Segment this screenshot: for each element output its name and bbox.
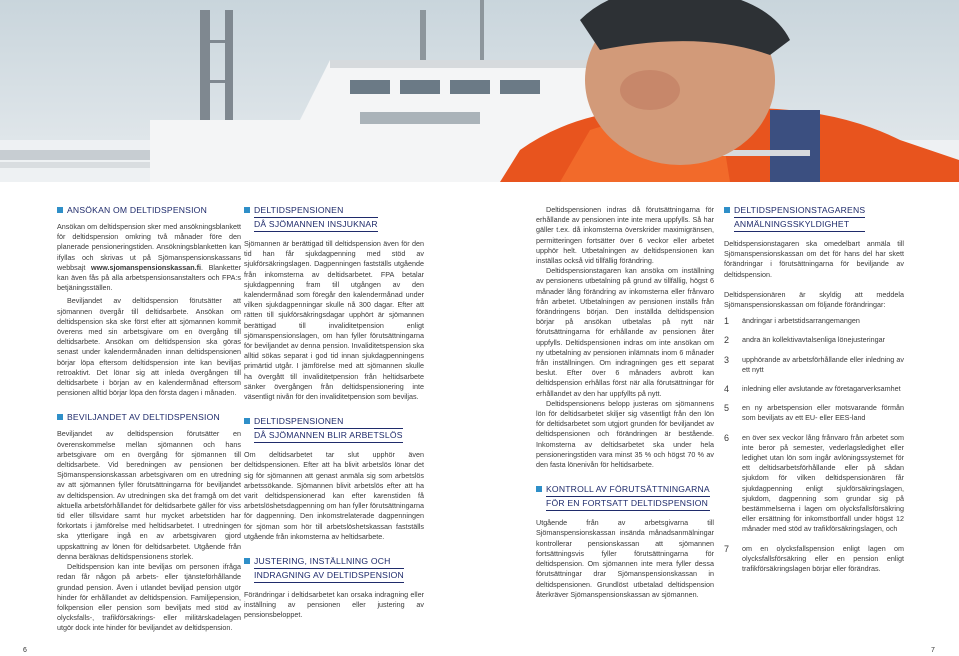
paragraph: Deltidspensionen indras då förutsättningarna för erhållande av pensionen inte inte mera uppfylls. Så har gäller t.ex. då inkomsterna överskrider maximigränsen, permitteringen fortsätter över 6 veckor eller arbetet upphör helt. Utbetalningen av deltidspensionen kan inställas också vid tillfällig förändring.	[536, 205, 714, 266]
paragraph: Beviljandet av deltidspension förutsätter att sjömannen övergår till deltidsarbete. Ansökan om deltidspension ska ske först efter att sjömannen kommit överens med sin arbetsgivare om en övergång till deltidsarbete. Ansökan om deltidspension ska göras senast under kalendermånaden innan deltidspensionen börjar löpa eftersom deltidspension inte kan beviljas retroaktivt. Det lönar sig att inleda övergången till deltidsarbete i början av en kalendermånad eftersom pensionen alltid börjar löpa den första dagen i månaden.	[57, 296, 241, 398]
paragraph: Beviljandet av deltidspension förutsätter en överenskommelse mellan sjömannen och hans arbetsgivare om en övergång för sjömannen till deltidsarbete. Vid beredningen av pensionen ber Sjömanspensionskassan arbetsgivaren om en utredning av att sjömannen fyller förutsättningarna för beviljandet av deltidspension. Av utredningen ska det framgå om det aktuella arbetsförhållandet för deltidsarbete gäller för viss tid eller tillsvidare samt hur mycket arbetstiden har förkortats i jämförelse med heltidsarbetet. I utredningen ska ytterligare ingå en av arbetsgivaren gjord uppskattning av lönen för deltidsarbetet. Utgående från denna beräknas deltidspensionens storlek.	[57, 429, 241, 561]
column-3	[536, 205, 714, 600]
heading-text: INDRAGNING AV DELTIDSPENSION	[254, 570, 404, 583]
ship-worker-photo-icon	[0, 0, 959, 182]
heading-text: DELTIDSPENSIONEN	[254, 205, 378, 218]
heading-text: BEVILJANDET AV DELTIDSPENSION	[67, 412, 220, 423]
page-number-right: 7	[931, 647, 935, 654]
paragraph: Förändringar i deltidsarbetet kan orsaka indragning eller inställning av pensionen eller justering av pensionsbeloppet.	[244, 590, 424, 620]
square-bullet-icon	[244, 558, 250, 564]
square-bullet-icon	[244, 207, 250, 213]
square-bullet-icon	[57, 414, 63, 420]
section-heading	[244, 205, 424, 233]
paragraph: Sjömannen är berättigad till deltidspension även för den tid han får sjukdagpenning med stöd av sjukförsäkringslagen. Dagpenningen fastställs utgående från inkomsterna av deltidsarbetet. FPA betalar sjukdagpenning fram till utgången av den kalendermånad som föregår den kalendermånad under vilken sjukdagpenningar skulle nå 300 dagar. Efter att rätten till sjukförsäkringsdagar upphört är sjömannen berättigad till invaliditetpension enligt sjömanspensionslagen, om han fyller förutsättningarna för beviljandet av denna pension. Invaliditetspension ska alltid sökas separat i god tid innan sjukdagpenningens primärtid utgår. I jämförelse med att sjömannen skulle ha övergått till invaliditetpension från heltidsarbete sänker övergången från deltidspensionering inte väsentligt nivån för den invaliditetpension som beviljas.	[244, 239, 424, 402]
column-2	[244, 205, 424, 621]
section-heading	[724, 205, 904, 233]
square-bullet-icon	[724, 207, 730, 213]
paragraph: Deltidspensionstagaren ska omedelbart anmäla till Sjömanspensionskassan om det för hans del har skett förändringar i förutsättningarna för beviljande av deltidspension.	[724, 239, 904, 279]
column-1	[57, 205, 241, 634]
list-item: 6 en över sex veckor lång frånvaro från arbetet som inte beror på semester, vederlagsledighet eller ledighet utan lön som ingår avlöningssystemet för ett deltidsarbetsförhållande eller på sådan sjukdom för vilken deltidspensionären får sjukdagpenning enligt sjukförsäkringslagen, sjukdom, dagpenning som grundar sig på bestämmelserna i lagen om olycksfallsförsäkring eller ersättning för inkomstbortfall under högst 12 månader med stöd av trafikförsäkringslagen, och	[724, 432, 904, 534]
heading-text: FÖR EN FORTSATT DELTIDSPENSION	[546, 498, 710, 511]
heading-text: DÅ SJÖMANNEN BLIR ARBETSLÖS	[254, 430, 403, 443]
square-bullet-icon	[244, 418, 250, 424]
list-item: 7 om en olycksfallspension enligt lagen om olycksfallsförsäkring eller en pension enligt trafikförsäkringslagen börjar eller förändras.	[724, 543, 904, 574]
heading-text: DELTIDSPENSIONEN	[254, 416, 403, 429]
section-heading	[57, 205, 241, 216]
heading-text: ANMÄLNINGSSKYLDIGHET	[734, 219, 865, 232]
paragraph: Deltidspensionens belopp justeras om sjömannens lön för deltidsarbetet skiljer sig väsentligt från den lön för deltidsarbetet som utgjort grunden för beviljandet av deltidspensionen och förändringen är bestående. Inkomsterna av deltidsarbetet ska under hela pensioneringstiden vara minst 35 % och högst 70 % av den fasta lönenivån för heltidsarbete.	[536, 398, 714, 470]
column-4	[724, 205, 904, 583]
section-heading	[244, 556, 424, 584]
page-number-left: 6	[23, 647, 27, 654]
square-bullet-icon	[57, 207, 63, 213]
paragraph: Ansökan om deltidspension sker med ansökningsblankett för deltidspension omkring två månader före den planerade pensioneringstiden. Ansökningsblanketten kan ifyllas och skrivas ut på Sjömanspensionskassans webbsajt www.sjomanspensionskassan.fi. Blanketter kan även fås på alla arbetspensionsanstalters och FPA:s betjäningsställen.	[57, 222, 241, 293]
list-item: 4 inledning eller avslutande av företagarverksamhet	[724, 384, 901, 395]
list-item: 2 andra än kollektivavtalsenliga lönejusteringar	[724, 335, 886, 346]
website-link[interactable]: www.sjomanspensionskassan.fi	[91, 262, 201, 272]
list-item: 5 en ny arbetspension eller motsvarande förmån som beviljats av ett EU- eller EES-land	[724, 403, 904, 423]
heading-text: KONTROLL AV FÖRUTSÄTTNINGARNA	[546, 484, 710, 497]
paragraph: Deltidspensionstagaren kan ansöka om inställning av pensionens utbetalning på grund av tillfällig, högst 6 månader lång förändring av inkomsterna eller frånvaro från arbetet. Utbetalningen av pensionen inställs från förändringens början. Den inställda deltidspension börjar på ansökan utbetalas på nytt när förutsättningarna för erhållande av pensionen åter uppfylls. Deltidspensionen indras om inte ansökan om ny utbetalning av pensionen inlämnats inom 6 månader från inställningen. Om indragningen ges ett separat beslut. Efter över 6 månaders avbrott kan deltidspension erhållas först när alla förutsättningar för erhållandet av den har uppfyllts på nytt.	[536, 266, 714, 398]
paragraph: Deltidspension kan inte beviljas om personen ifråga redan får någon på arbets- eller tjänsteförhållande grundad pension. Även i utlandet beviljad pension utgör hinder för erhållandet av deltidspension. Familjepension, folkpension eller pension som beviljats med stöd av olycksfalls-, trafikförsäkrings- eller militärskadelagen utgör dock inte hinder för beviljandet av deltidspension.	[57, 562, 241, 633]
header-photo	[0, 0, 959, 182]
paragraph: Om deltidsarbetet tar slut upphör även deltidspensionen. Efter att ha blivit arbetslös lönar det sig för sjömannen att genast anmäla sig som arbetslös arbetssökande. Sjömannen blivit arbetslös efter att ha varit deltidspensionerad kan efter karenstiden få arbetslöshetsdagpenning om han fyller förutsättningarna för dagpenning. Den inkomstrelaterade dagpenningen för sjöman som hör till arbetslöshetskassan fastställs utgående från inkomsterna av heltidsarbete.	[244, 450, 424, 541]
heading-text: DELTIDSPENSIONSTAGARENS	[734, 205, 865, 218]
heading-text: JUSTERING, INSTÄLLNING OCH	[254, 556, 404, 569]
change-list	[724, 316, 904, 574]
section-heading	[536, 484, 714, 512]
square-bullet-icon	[536, 486, 542, 492]
section-heading	[57, 412, 241, 423]
list-item: 3 upphörande av arbetsförhållande eller inledning av ett nytt	[724, 354, 904, 374]
list-item: 1 ändringar i arbetstidsarrangemangen	[724, 316, 860, 327]
heading-text: DÅ SJÖMANNEN INSJUKNAR	[254, 219, 378, 232]
paragraph: Utgående från av arbetsgivarna till Sjömanspensionskassan insända månadsanmälningar kontrollerar pensionskassan att sjömannen fortsättningsvis fyller förutsättningarna för deltidspension. Om sjömannen inte mera fyller dessa förutsättningar drar Sjömanspensionskassan in deltidspensionen. Grundlöst utbetalad deltidspension återkräver Sjömanspensionskassan av sjömannen.	[536, 518, 714, 599]
paragraph: Deltidspensionären är skyldig att meddela Sjömanspensionskassan om följande förändringar:	[724, 289, 904, 310]
section-heading	[244, 416, 424, 444]
heading-text: ANSÖKAN OM DELTIDSPENSION	[67, 205, 207, 215]
